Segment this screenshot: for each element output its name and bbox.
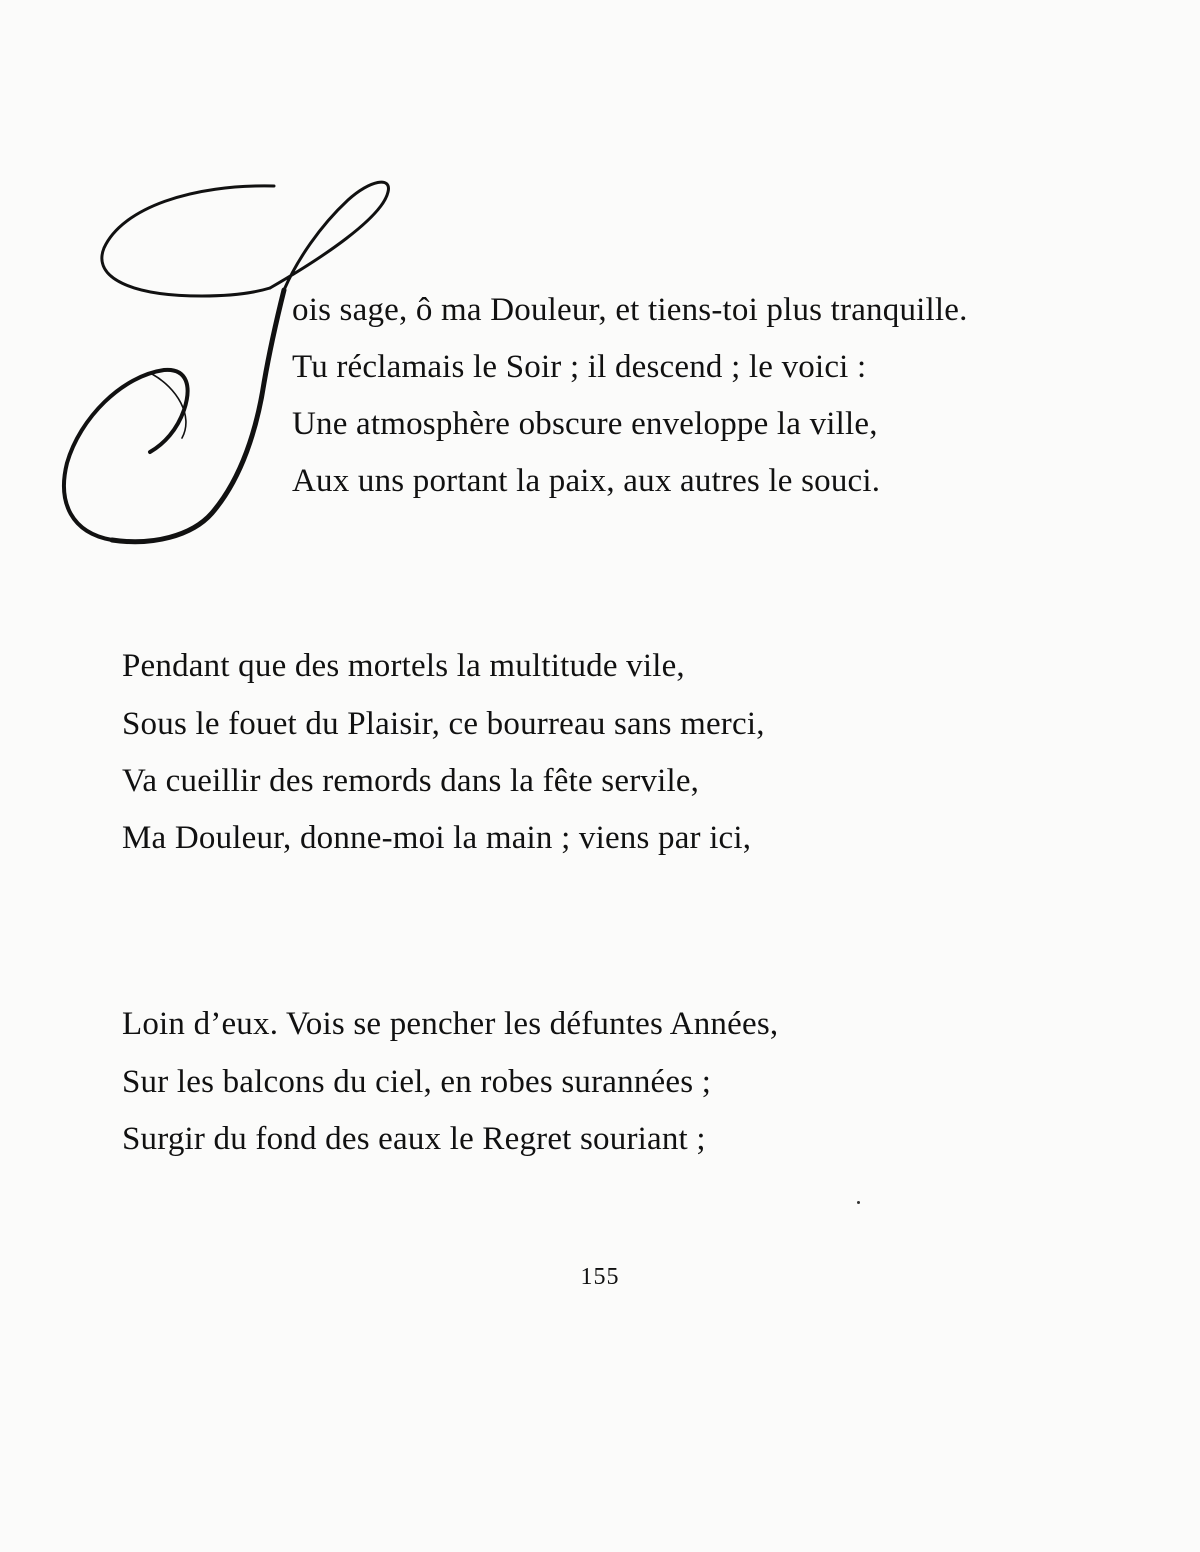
verse-line: Une atmosphère obscure enveloppe la ville, <box>292 406 878 442</box>
verse-line: Aux uns portant la paix, aux autres le souci. <box>292 463 881 499</box>
verse-line: Sous le fouet du Plaisir, ce bourreau sans merci, <box>122 706 765 742</box>
verse-line: Va cueillir des remords dans la fête servile, <box>122 763 700 799</box>
verse-line: Loin d’eux. Vois se pencher les défuntes Années, <box>122 1006 779 1042</box>
verse-line: Sur les balcons du ciel, en robes surannées ; <box>122 1064 712 1100</box>
ink-speck <box>857 1201 860 1204</box>
verse-line: Pendant que des mortels la multitude vile, <box>122 648 685 684</box>
verse-line: Ma Douleur, donne-moi la main ; viens par ici, <box>122 820 752 856</box>
verse-line: Tu réclamais le Soir ; il descend ; le voici : <box>292 349 867 385</box>
page-number: 155 <box>580 1264 620 1290</box>
verse-line: ois sage, ô ma Douleur, et tiens-toi plus tranquille. <box>292 292 968 328</box>
verse-line: Surgir du fond des eaux le Regret souriant ; <box>122 1121 706 1157</box>
